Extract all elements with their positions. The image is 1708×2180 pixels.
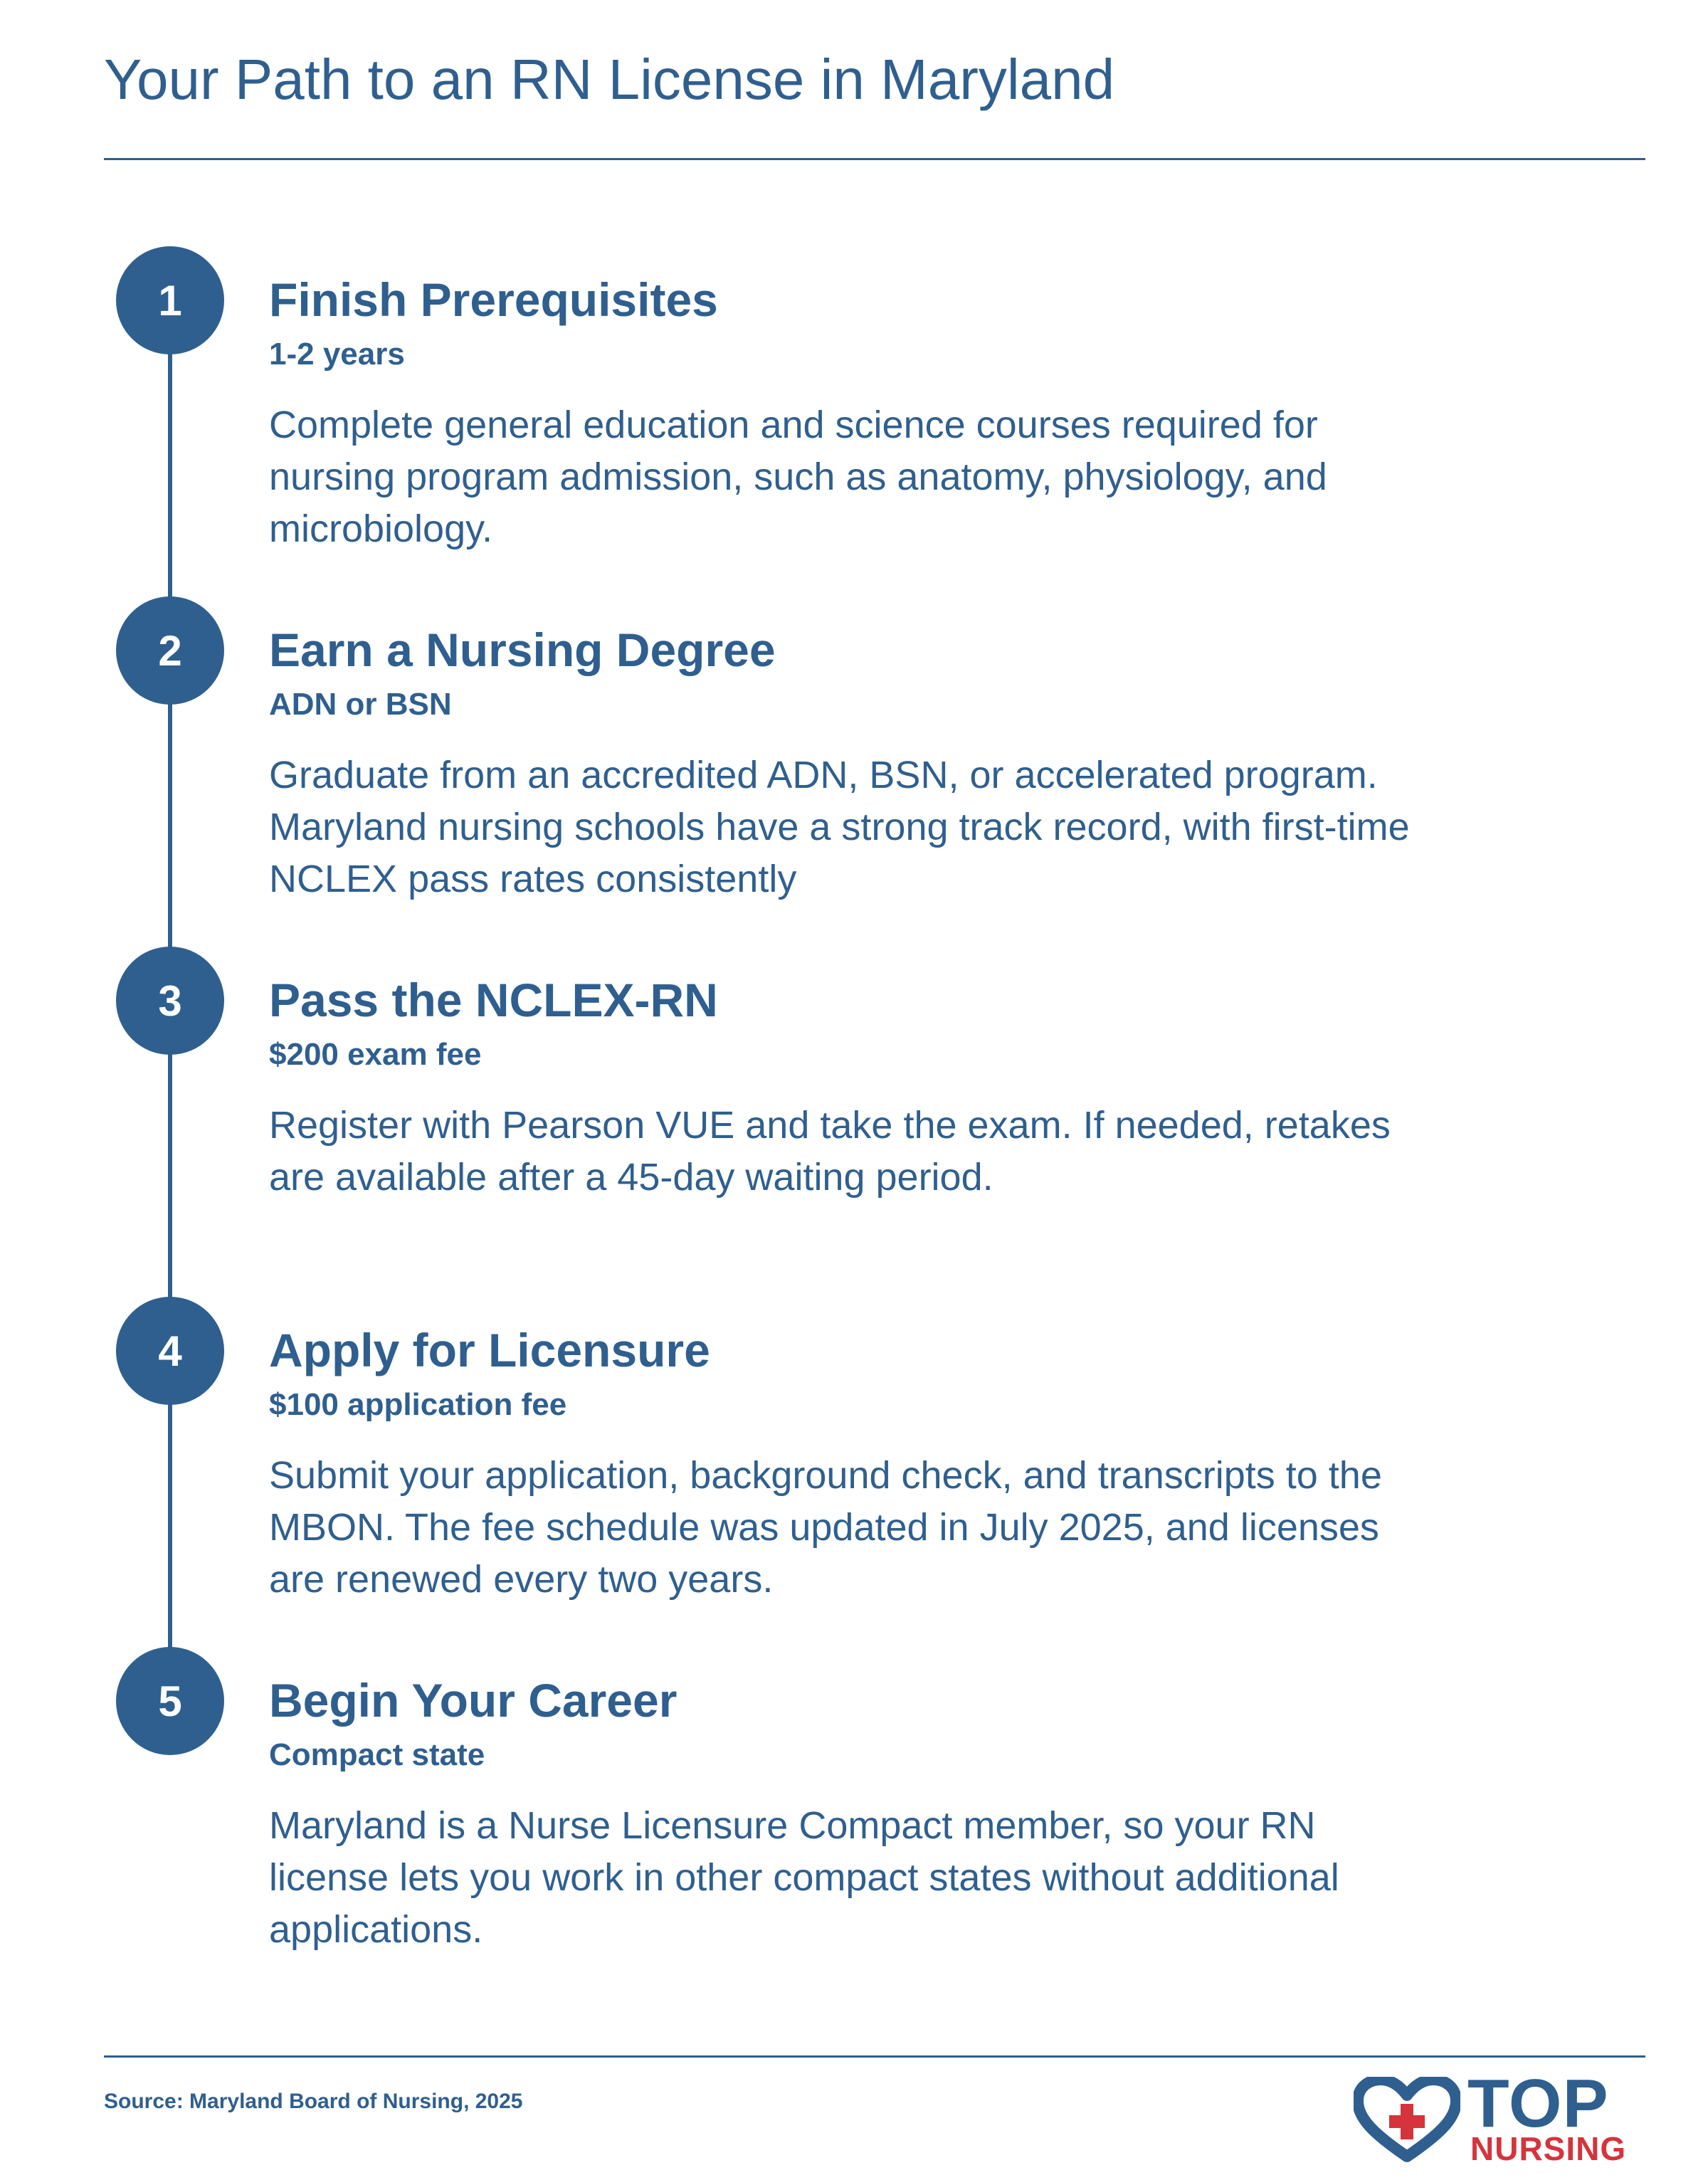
step-title: Earn a Nursing Degree [269, 623, 776, 676]
footer-divider [104, 2055, 1645, 2058]
step-1 [269, 273, 1436, 555]
step-description: Graduate from an accredited ADN, BSN, or accelerated program. Maryland nursing schools have a strong track record, with first-time NCLEX pass rates consistently [269, 753, 1410, 900]
step-2 [269, 623, 1436, 905]
step-description: Register with Pearson VUE and take the exam. If needed, retakes are available after a 45-day waiting period. [269, 1103, 1391, 1199]
step-subtitle: 1-2 years [269, 336, 405, 372]
step-number-badge: 3 [116, 947, 224, 1055]
step-title: Begin Your Career [269, 1674, 678, 1727]
heart-cross-icon [1354, 2077, 1460, 2162]
step-subtitle: Compact state [269, 1737, 485, 1772]
step-5 [269, 1674, 1436, 1956]
step-description: Complete general education and science courses required for nursing program admission, such as anatomy, physiology, and microbiology. [269, 403, 1327, 550]
step-description: Submit your application, background check, and transcripts to the MBON. The fee schedule was updated in July 2025, and licenses are renewed every two years. [269, 1453, 1382, 1601]
step-number-badge: 4 [116, 1297, 224, 1405]
source-note: Source: Maryland Board of Nursing, 2025 [104, 2090, 523, 2113]
page-title: Your Path to an RN License in Maryland [104, 48, 1115, 111]
brand-logo [1354, 2065, 1645, 2167]
step-description: Maryland is a Nurse Licensure Compact member, so your RN license lets you work in other compact states without additional applications. [269, 1803, 1339, 1951]
step-title: Finish Prerequisites [269, 273, 718, 326]
step-3 [269, 974, 1436, 1204]
step-number-badge: 2 [116, 596, 224, 705]
brand-name-top: TOP [1467, 2065, 1609, 2142]
step-title: Pass the NCLEX-RN [269, 974, 718, 1026]
step-subtitle: $100 application fee [269, 1386, 567, 1422]
header-divider [104, 158, 1645, 160]
step-number-badge: 1 [116, 246, 224, 354]
step-title: Apply for Licensure [269, 1324, 710, 1376]
brand-name-bottom: NURSING [1470, 2130, 1627, 2167]
step-4 [269, 1324, 1436, 1606]
step-number-badge: 5 [116, 1647, 224, 1755]
step-subtitle: ADN or BSN [269, 686, 452, 722]
step-subtitle: $200 exam fee [269, 1036, 482, 1072]
